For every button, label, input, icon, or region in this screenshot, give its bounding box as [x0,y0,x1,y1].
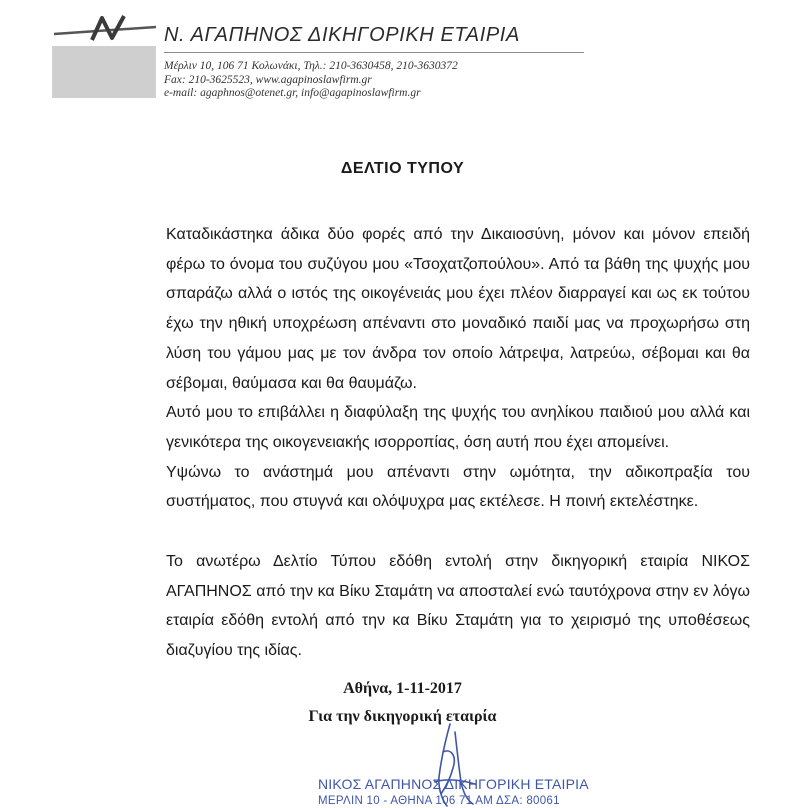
letterhead-grey-block [52,46,156,98]
stamp-line-2: ΜΕΡΛΙΝ 10 - ΑΘΗΝΑ 106 71 ΑΜ ΔΣΑ: 80061 [318,795,560,807]
firm-logo-icon [52,12,157,44]
address-line: Μέρλιν 10, 106 71 Κολωνάκι, Τηλ.: 210-3630458, 210-3630372 [164,60,458,72]
signature-icon [395,722,515,807]
paragraph-2: Αυτό μου το επιβάλλει η διαφύλαξη της ψυχής του ανηλίκου παιδιού μου αλλά και γενικότερα της οικογενειακής ισορροπίας, όση αυτή που έχει απομείνει. [166,404,750,451]
firm-name: Ν. ΑΓΑΠΗΝΟΣ ΔΙΚΗΓΟΡΙΚΗ ΕΤΑΙΡΙΑ [164,24,520,46]
fax-line: Fax: 210-3625523, www.agapinoslawfirm.gr [164,73,372,86]
document-body [166,220,750,666]
paragraph-1: Καταδικάστηκα άδικα δύο φορές από την Δικαιοσύνη, μόνον και μόνον επειδή φέρω το όνομα του συζύγου μου «Τσοχατζοπούλου». Από τα βάθη της ψυχής μου σπαράζω αλλά ο ιστός της οικογένειάς μου έχει πλέον διαρραγεί και ως εκ τούτου έχω την ηθική υποχρέωση απέναντι στο μοναδικό παιδί μας να προχωρήσω στη λύση του γάμου μας με τον άνδρα τον οποίο λάτρεψα, λατρεύω, σέβομαι και θα σέβομαι, θαύμασα και θα θαυμάζω. [166,226,750,392]
date-line: Αθήνα, 1-11-2017 [343,680,462,697]
paragraph-3: Υψώνω το ανάστημά μου απέναντι στην ωμότητα, την αδικοπραξία του συστήματος, που στυγνά και ολόψυχρα μας εκτέλεσε. Η ποινή εκτελέστηκε. [166,463,750,511]
stamp-line-1: ΝΙΚΟΣ ΑΓΑΠΗΝΟΣ ΔΙΚΗΓΟΡΙΚΗ ΕΤΑΙΡΙΑ [318,776,589,792]
signoff-line: Για την δικηγορική εταιρία [308,708,497,725]
email-line: e-mail: agaphnos@otenet.gr, info@agapinoslawfirm.gr [164,87,421,99]
document-title: ΔΕΛΤΙΟ ΤΥΠΟΥ [340,160,465,177]
letterhead-divider [164,52,584,53]
contact-details [164,60,458,101]
paragraph-4: Το ανωτέρω Δελτίο Τύπου εδόθη εντολή στην δικηγορική εταιρία ΝΙΚΟΣ ΑΓΑΠΗΝΟΣ από την κα Βίκυ Σταμάτη να αποσταλεί ενώ ταυτόχρονα στην εν λόγω εταιρία εδόθη εντολή από την κα Βίκυ Σταμάτη για το χειρισμό της υποθέσεως διαζυγίου της ιδίας. [166,553,750,660]
